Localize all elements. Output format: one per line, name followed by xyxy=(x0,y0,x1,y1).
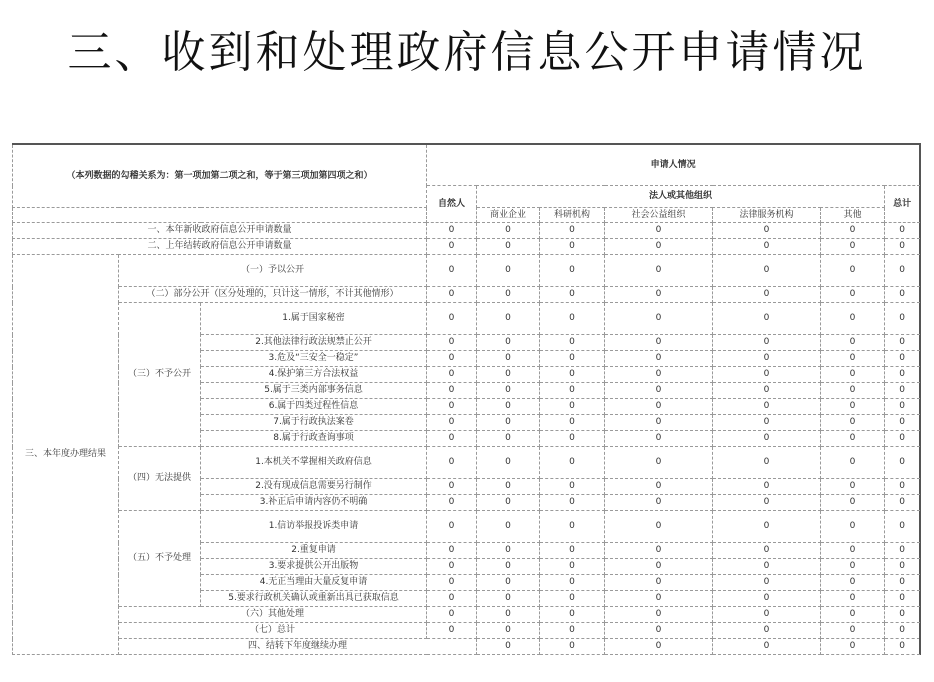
value-cell: 0 xyxy=(477,335,540,351)
value-cell: 0 xyxy=(605,639,713,655)
value-cell: 0 xyxy=(605,607,713,623)
value-cell: 0 xyxy=(427,623,477,639)
applicant-situation-header: 申请人情况 xyxy=(427,144,920,186)
value-cell: 0 xyxy=(605,383,713,399)
value-cell: 0 xyxy=(821,223,885,239)
value-cell: 0 xyxy=(540,479,605,495)
item-label: 8.属于行政查询事项 xyxy=(201,431,427,447)
value-cell: 0 xyxy=(477,383,540,399)
value-cell: 0 xyxy=(540,223,605,239)
value-cell: 0 xyxy=(427,495,477,511)
row-label-other-handling: （六）其他处理 xyxy=(119,607,427,623)
value-cell: 0 xyxy=(477,351,540,367)
group-label-not-disclosed: （三）不予公开 xyxy=(119,303,201,447)
value-cell: 0 xyxy=(821,623,885,639)
item-label: 2.重复申请 xyxy=(201,543,427,559)
value-cell: 0 xyxy=(885,623,920,639)
value-cell: 0 xyxy=(427,543,477,559)
value-cell: 0 xyxy=(605,415,713,431)
value-cell: 0 xyxy=(540,495,605,511)
item-label: 2.没有现成信息需要另行制作 xyxy=(201,479,427,495)
value-cell: 0 xyxy=(540,351,605,367)
value-cell: 0 xyxy=(885,431,920,447)
table-row xyxy=(13,623,920,639)
value-cell: 0 xyxy=(427,607,477,623)
value-cell: 0 xyxy=(821,575,885,591)
value-cell: 0 xyxy=(540,383,605,399)
item-label: 2.其他法律行政法规禁止公开 xyxy=(201,335,427,351)
row-label-subtotal: （七）总计 xyxy=(119,623,427,639)
value-cell: 0 xyxy=(713,367,821,383)
value-cell: 0 xyxy=(477,559,540,575)
value-cell: 0 xyxy=(477,495,540,511)
value-cell: 0 xyxy=(885,543,920,559)
value-cell: 0 xyxy=(885,415,920,431)
col-header-legal-service: 法律服务机构 xyxy=(713,208,821,223)
value-cell: 0 xyxy=(605,495,713,511)
table-row xyxy=(13,223,920,239)
value-cell: 0 xyxy=(821,447,885,479)
value-cell: 0 xyxy=(885,575,920,591)
value-cell: 0 xyxy=(821,543,885,559)
value-cell: 0 xyxy=(427,575,477,591)
value-cell: 0 xyxy=(540,639,605,655)
value-cell: 0 xyxy=(477,623,540,639)
row-label-disclosed: （一）予以公开 xyxy=(119,255,427,287)
value-cell: 0 xyxy=(540,239,605,255)
value-cell: 0 xyxy=(540,415,605,431)
value-cell: 0 xyxy=(427,239,477,255)
table-row xyxy=(13,639,920,655)
value-cell: 0 xyxy=(605,591,713,607)
item-label: 6.属于四类过程性信息 xyxy=(201,399,427,415)
value-cell: 0 xyxy=(477,255,540,287)
row-label-partially-disclosed: （二）部分公开（区分处理的，只计这一情形，不计其他情形） xyxy=(119,287,427,303)
value-cell: 0 xyxy=(713,543,821,559)
table-row xyxy=(13,287,920,303)
value-cell: 0 xyxy=(821,431,885,447)
value-cell: 0 xyxy=(540,607,605,623)
value-cell: 0 xyxy=(885,383,920,399)
value-cell: 0 xyxy=(427,431,477,447)
value-cell: 0 xyxy=(540,431,605,447)
checksum-note: （本列数据的勾稽关系为：第一项加第二项之和，等于第三项加第四项之和） xyxy=(13,144,427,208)
row-label-carry-forward: 四、结转下年度继续办理 xyxy=(119,639,477,655)
value-cell: 0 xyxy=(477,639,540,655)
value-cell: 0 xyxy=(540,623,605,639)
value-cell: 0 xyxy=(427,559,477,575)
col-header-business: 商业企业 xyxy=(477,208,540,223)
item-label: 3.要求提供公开出版物 xyxy=(201,559,427,575)
value-cell: 0 xyxy=(821,639,885,655)
page-title: 三、收到和处理政府信息公开申请情况 xyxy=(67,27,867,78)
value-cell: 0 xyxy=(427,415,477,431)
item-label: 1.信访举报投诉类申请 xyxy=(201,511,427,543)
value-cell: 0 xyxy=(427,335,477,351)
value-cell: 0 xyxy=(427,479,477,495)
value-cell: 0 xyxy=(821,383,885,399)
value-cell: 0 xyxy=(821,479,885,495)
value-cell: 0 xyxy=(713,479,821,495)
value-cell: 0 xyxy=(821,607,885,623)
value-cell: 0 xyxy=(427,399,477,415)
value-cell: 0 xyxy=(821,335,885,351)
item-label: 7.属于行政执法案卷 xyxy=(201,415,427,431)
value-cell: 0 xyxy=(427,383,477,399)
value-cell: 0 xyxy=(713,255,821,287)
table-row xyxy=(13,239,920,255)
row-label-new-requests: 一、本年新收政府信息公开申请数量 xyxy=(13,223,427,239)
value-cell: 0 xyxy=(885,223,920,239)
value-cell: 0 xyxy=(477,303,540,335)
value-cell: 0 xyxy=(605,431,713,447)
value-cell: 0 xyxy=(605,287,713,303)
natural-person-header: 自然人 xyxy=(427,186,477,223)
value-cell: 0 xyxy=(885,303,920,335)
value-cell: 0 xyxy=(605,543,713,559)
item-label: 3.危及“三安全一稳定” xyxy=(201,351,427,367)
value-cell: 0 xyxy=(713,303,821,335)
value-cell: 0 xyxy=(605,399,713,415)
value-cell: 0 xyxy=(713,383,821,399)
value-cell: 0 xyxy=(821,399,885,415)
value-cell: 0 xyxy=(540,559,605,575)
item-label: 4.无正当理由大量反复申请 xyxy=(201,575,427,591)
value-cell: 0 xyxy=(427,223,477,239)
value-cell: 0 xyxy=(885,335,920,351)
value-cell: 0 xyxy=(821,287,885,303)
value-cell: 0 xyxy=(477,399,540,415)
value-cell: 0 xyxy=(885,559,920,575)
value-cell: 0 xyxy=(605,335,713,351)
value-cell: 0 xyxy=(885,351,920,367)
value-cell: 0 xyxy=(540,367,605,383)
value-cell: 0 xyxy=(885,447,920,479)
value-cell: 0 xyxy=(821,239,885,255)
value-cell: 0 xyxy=(605,559,713,575)
value-cell: 0 xyxy=(821,255,885,287)
value-cell: 0 xyxy=(427,367,477,383)
value-cell: 0 xyxy=(605,255,713,287)
value-cell: 0 xyxy=(713,607,821,623)
value-cell: 0 xyxy=(605,575,713,591)
value-cell: 0 xyxy=(477,223,540,239)
value-cell: 0 xyxy=(885,367,920,383)
value-cell: 0 xyxy=(821,303,885,335)
value-cell: 0 xyxy=(540,287,605,303)
value-cell: 0 xyxy=(605,367,713,383)
value-cell: 0 xyxy=(605,447,713,479)
value-cell: 0 xyxy=(477,479,540,495)
value-cell: 0 xyxy=(540,575,605,591)
item-label: 4.保护第三方合法权益 xyxy=(201,367,427,383)
value-cell: 0 xyxy=(885,607,920,623)
value-cell: 0 xyxy=(477,591,540,607)
col-header-research: 科研机构 xyxy=(540,208,605,223)
value-cell: 0 xyxy=(713,447,821,479)
group-label-not-processed: （五）不予处理 xyxy=(119,511,201,607)
item-label: 1.本机关不掌握相关政府信息 xyxy=(201,447,427,479)
value-cell: 0 xyxy=(540,543,605,559)
value-cell: 0 xyxy=(713,287,821,303)
value-cell: 0 xyxy=(605,239,713,255)
value-cell: 0 xyxy=(427,303,477,335)
value-cell: 0 xyxy=(427,351,477,367)
value-cell: 0 xyxy=(821,559,885,575)
value-cell: 0 xyxy=(477,511,540,543)
value-cell: 0 xyxy=(821,367,885,383)
value-cell: 0 xyxy=(477,415,540,431)
disclosure-table xyxy=(12,143,921,655)
value-cell: 0 xyxy=(477,575,540,591)
group-label-unable-to-provide: （四）无法提供 xyxy=(119,447,201,511)
value-cell: 0 xyxy=(885,495,920,511)
row-label-carried-over: 二、上年结转政府信息公开申请数量 xyxy=(13,239,427,255)
value-cell: 0 xyxy=(540,255,605,287)
value-cell: 0 xyxy=(885,591,920,607)
table-row xyxy=(13,607,920,623)
value-cell: 0 xyxy=(540,399,605,415)
value-cell: 0 xyxy=(713,335,821,351)
value-cell: 0 xyxy=(713,223,821,239)
value-cell: 0 xyxy=(713,239,821,255)
value-cell: 0 xyxy=(605,223,713,239)
value-cell: 0 xyxy=(427,287,477,303)
table-row xyxy=(13,447,920,479)
value-cell: 0 xyxy=(605,623,713,639)
total-header: 总计 xyxy=(885,186,920,223)
value-cell: 0 xyxy=(885,287,920,303)
value-cell: 0 xyxy=(821,415,885,431)
value-cell: 0 xyxy=(477,367,540,383)
value-cell: 0 xyxy=(477,447,540,479)
col-header-public-welfare: 社会公益组织 xyxy=(605,208,713,223)
value-cell: 0 xyxy=(885,479,920,495)
value-cell: 0 xyxy=(713,639,821,655)
table-row xyxy=(13,255,920,287)
value-cell: 0 xyxy=(713,431,821,447)
blank-header-cell xyxy=(13,208,427,223)
value-cell: 0 xyxy=(477,431,540,447)
value-cell: 0 xyxy=(477,287,540,303)
value-cell: 0 xyxy=(540,591,605,607)
value-cell: 0 xyxy=(713,575,821,591)
value-cell: 0 xyxy=(713,559,821,575)
header-row-1 xyxy=(13,144,920,186)
value-cell: 0 xyxy=(427,255,477,287)
value-cell: 0 xyxy=(540,335,605,351)
section-label-results: 三、本年度办理结果 xyxy=(13,255,119,655)
value-cell: 0 xyxy=(540,303,605,335)
value-cell: 0 xyxy=(821,591,885,607)
value-cell: 0 xyxy=(605,511,713,543)
col-header-other: 其他 xyxy=(821,208,885,223)
legal-person-header: 法人或其他组织 xyxy=(477,186,885,208)
value-cell: 0 xyxy=(713,511,821,543)
value-cell: 0 xyxy=(713,495,821,511)
value-cell: 0 xyxy=(477,607,540,623)
value-cell: 0 xyxy=(885,639,920,655)
value-cell: 0 xyxy=(477,239,540,255)
value-cell: 0 xyxy=(821,495,885,511)
value-cell: 0 xyxy=(605,351,713,367)
item-label: 5.属于三类内部事务信息 xyxy=(201,383,427,399)
value-cell: 0 xyxy=(477,543,540,559)
item-label: 5.要求行政机关确认或重新出具已获取信息 xyxy=(201,591,427,607)
value-cell: 0 xyxy=(713,591,821,607)
value-cell: 0 xyxy=(427,511,477,543)
value-cell: 0 xyxy=(427,447,477,479)
item-label: 1.属于国家秘密 xyxy=(201,303,427,335)
value-cell: 0 xyxy=(713,415,821,431)
value-cell: 0 xyxy=(885,255,920,287)
value-cell: 0 xyxy=(885,399,920,415)
value-cell: 0 xyxy=(885,511,920,543)
value-cell: 0 xyxy=(713,399,821,415)
value-cell: 0 xyxy=(713,623,821,639)
value-cell: 0 xyxy=(540,511,605,543)
value-cell: 0 xyxy=(605,479,713,495)
value-cell: 0 xyxy=(885,239,920,255)
value-cell: 0 xyxy=(713,351,821,367)
item-label: 3.补正后申请内容仍不明确 xyxy=(201,495,427,511)
value-cell: 0 xyxy=(605,303,713,335)
value-cell: 0 xyxy=(540,447,605,479)
value-cell: 0 xyxy=(821,511,885,543)
table-row xyxy=(13,303,920,335)
value-cell: 0 xyxy=(821,351,885,367)
value-cell: 0 xyxy=(427,591,477,607)
table-row xyxy=(13,511,920,543)
